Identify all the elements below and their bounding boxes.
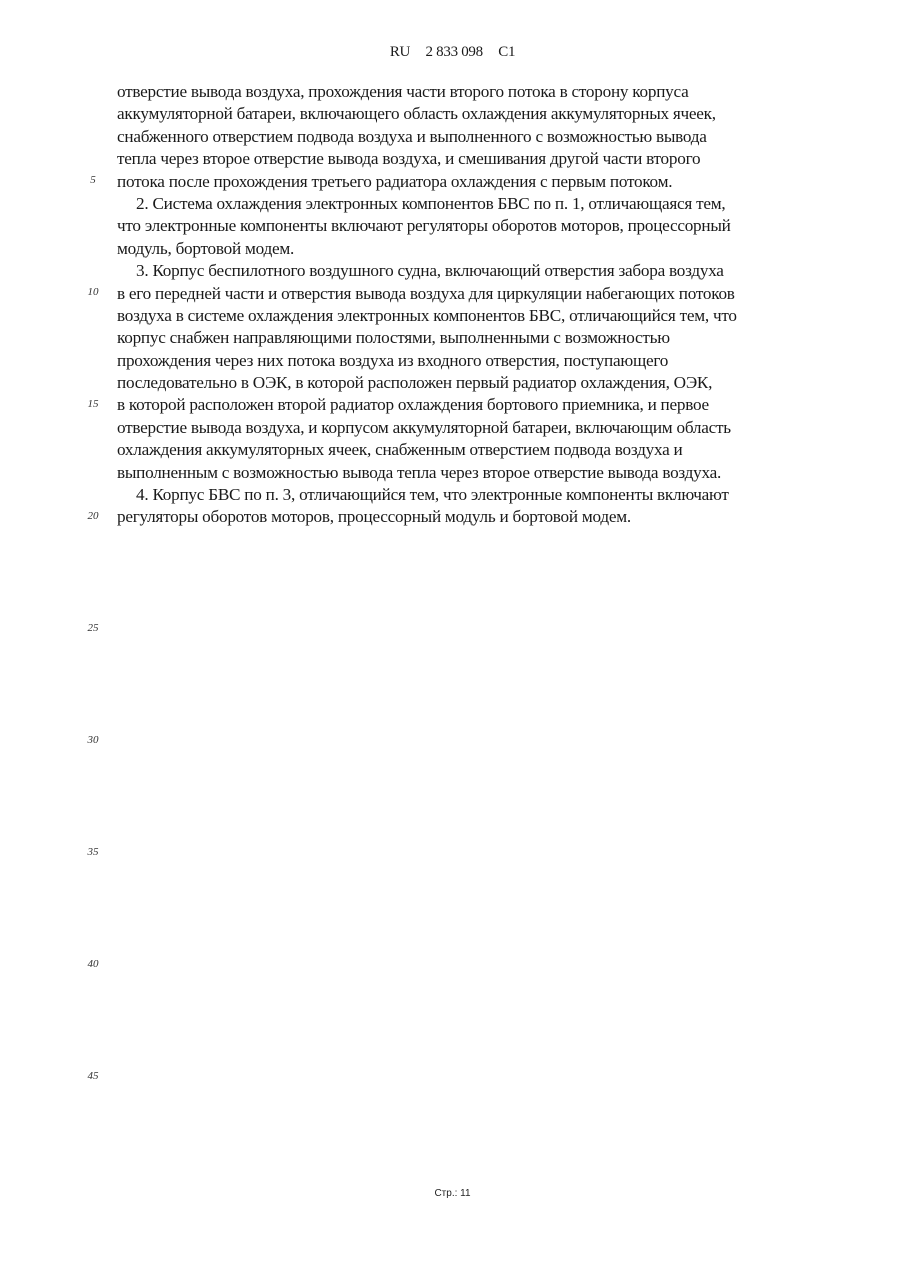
text-line: отверстие вывода воздуха, прохождения части второго потока в сторону корпуса xyxy=(117,82,689,101)
line-number: 45 xyxy=(87,1070,99,1082)
claims-text xyxy=(117,81,825,529)
patent-header xyxy=(0,44,905,61)
line-number: 10 xyxy=(87,286,99,298)
line-number: 35 xyxy=(87,846,99,858)
page-footer xyxy=(0,1188,905,1199)
text-line: 3. Корпус беспилотного воздушного судна, включающий отверстия забора воздуха xyxy=(136,261,724,281)
text-line: 2. Система охлаждения электронных компонентов БВС по п. 1, отличающаяся тем, xyxy=(136,193,726,213)
text-line: воздуха в системе охлаждения электронных компонентов БВС, отличающийся тем, что xyxy=(117,305,737,325)
text-line: последовательно в ОЭК, в которой расположен первый радиатор охлаждения, ОЭК, xyxy=(117,373,713,393)
line-number: 40 xyxy=(87,958,99,970)
text-line: что электронные компоненты включают регуляторы оборотов моторов, процессорный xyxy=(117,216,731,236)
text-line: корпус снабжен направляющими полостями, выполненными с возможностью xyxy=(117,328,670,348)
text-line: регуляторы оборотов моторов, процессорный модуль и бортовой модем. xyxy=(117,507,631,527)
line-number: 15 xyxy=(87,398,99,410)
line-number: 20 xyxy=(87,510,99,522)
text-line: охлаждения аккумуляторных ячеек, снабженным отверстием подвода воздуха и xyxy=(117,440,683,460)
line-number: 25 xyxy=(87,622,99,634)
text-line: в его передней части и отверстия вывода воздуха для циркуляции набегающих потоков xyxy=(117,283,735,303)
patent-kind: C1 xyxy=(498,44,516,60)
text-line: выполненным с возможностью вывода тепла через второе отверстие вывода воздуха. xyxy=(117,462,722,482)
text-line: 4. Корпус БВС по п. 3, отличающийся тем, что электронные компоненты включают xyxy=(136,485,729,505)
page-number: 11 xyxy=(460,1188,471,1199)
text-line: потока после прохождения третьего радиатора охлаждения с первым потоком. xyxy=(117,171,673,191)
line-number: 30 xyxy=(87,734,99,746)
page-label: Стр.: xyxy=(434,1188,458,1199)
country-code: RU xyxy=(389,44,411,60)
patent-number: 2 833 098 xyxy=(425,44,483,60)
text-line: аккумуляторной батареи, включающего область охлаждения аккумуляторных ячеек, xyxy=(117,104,716,124)
text-line: в которой расположен второй радиатор охлаждения бортового приемника, и первое xyxy=(117,395,709,415)
text-line: тепла через второе отверстие вывода воздуха, и смешивания другой части второго xyxy=(117,149,701,169)
text-line: отверстие вывода воздуха, и корпусом аккумуляторной батареи, включающим область xyxy=(117,417,731,437)
text-line: модуль, бортовой модем. xyxy=(117,238,295,258)
text-line: прохождения через них потока воздуха из входного отверстия, поступающего xyxy=(117,350,669,370)
text-line: снабженного отверстием подвода воздуха и выполненного с возможностью вывода xyxy=(117,126,707,146)
line-number: 5 xyxy=(90,174,96,186)
